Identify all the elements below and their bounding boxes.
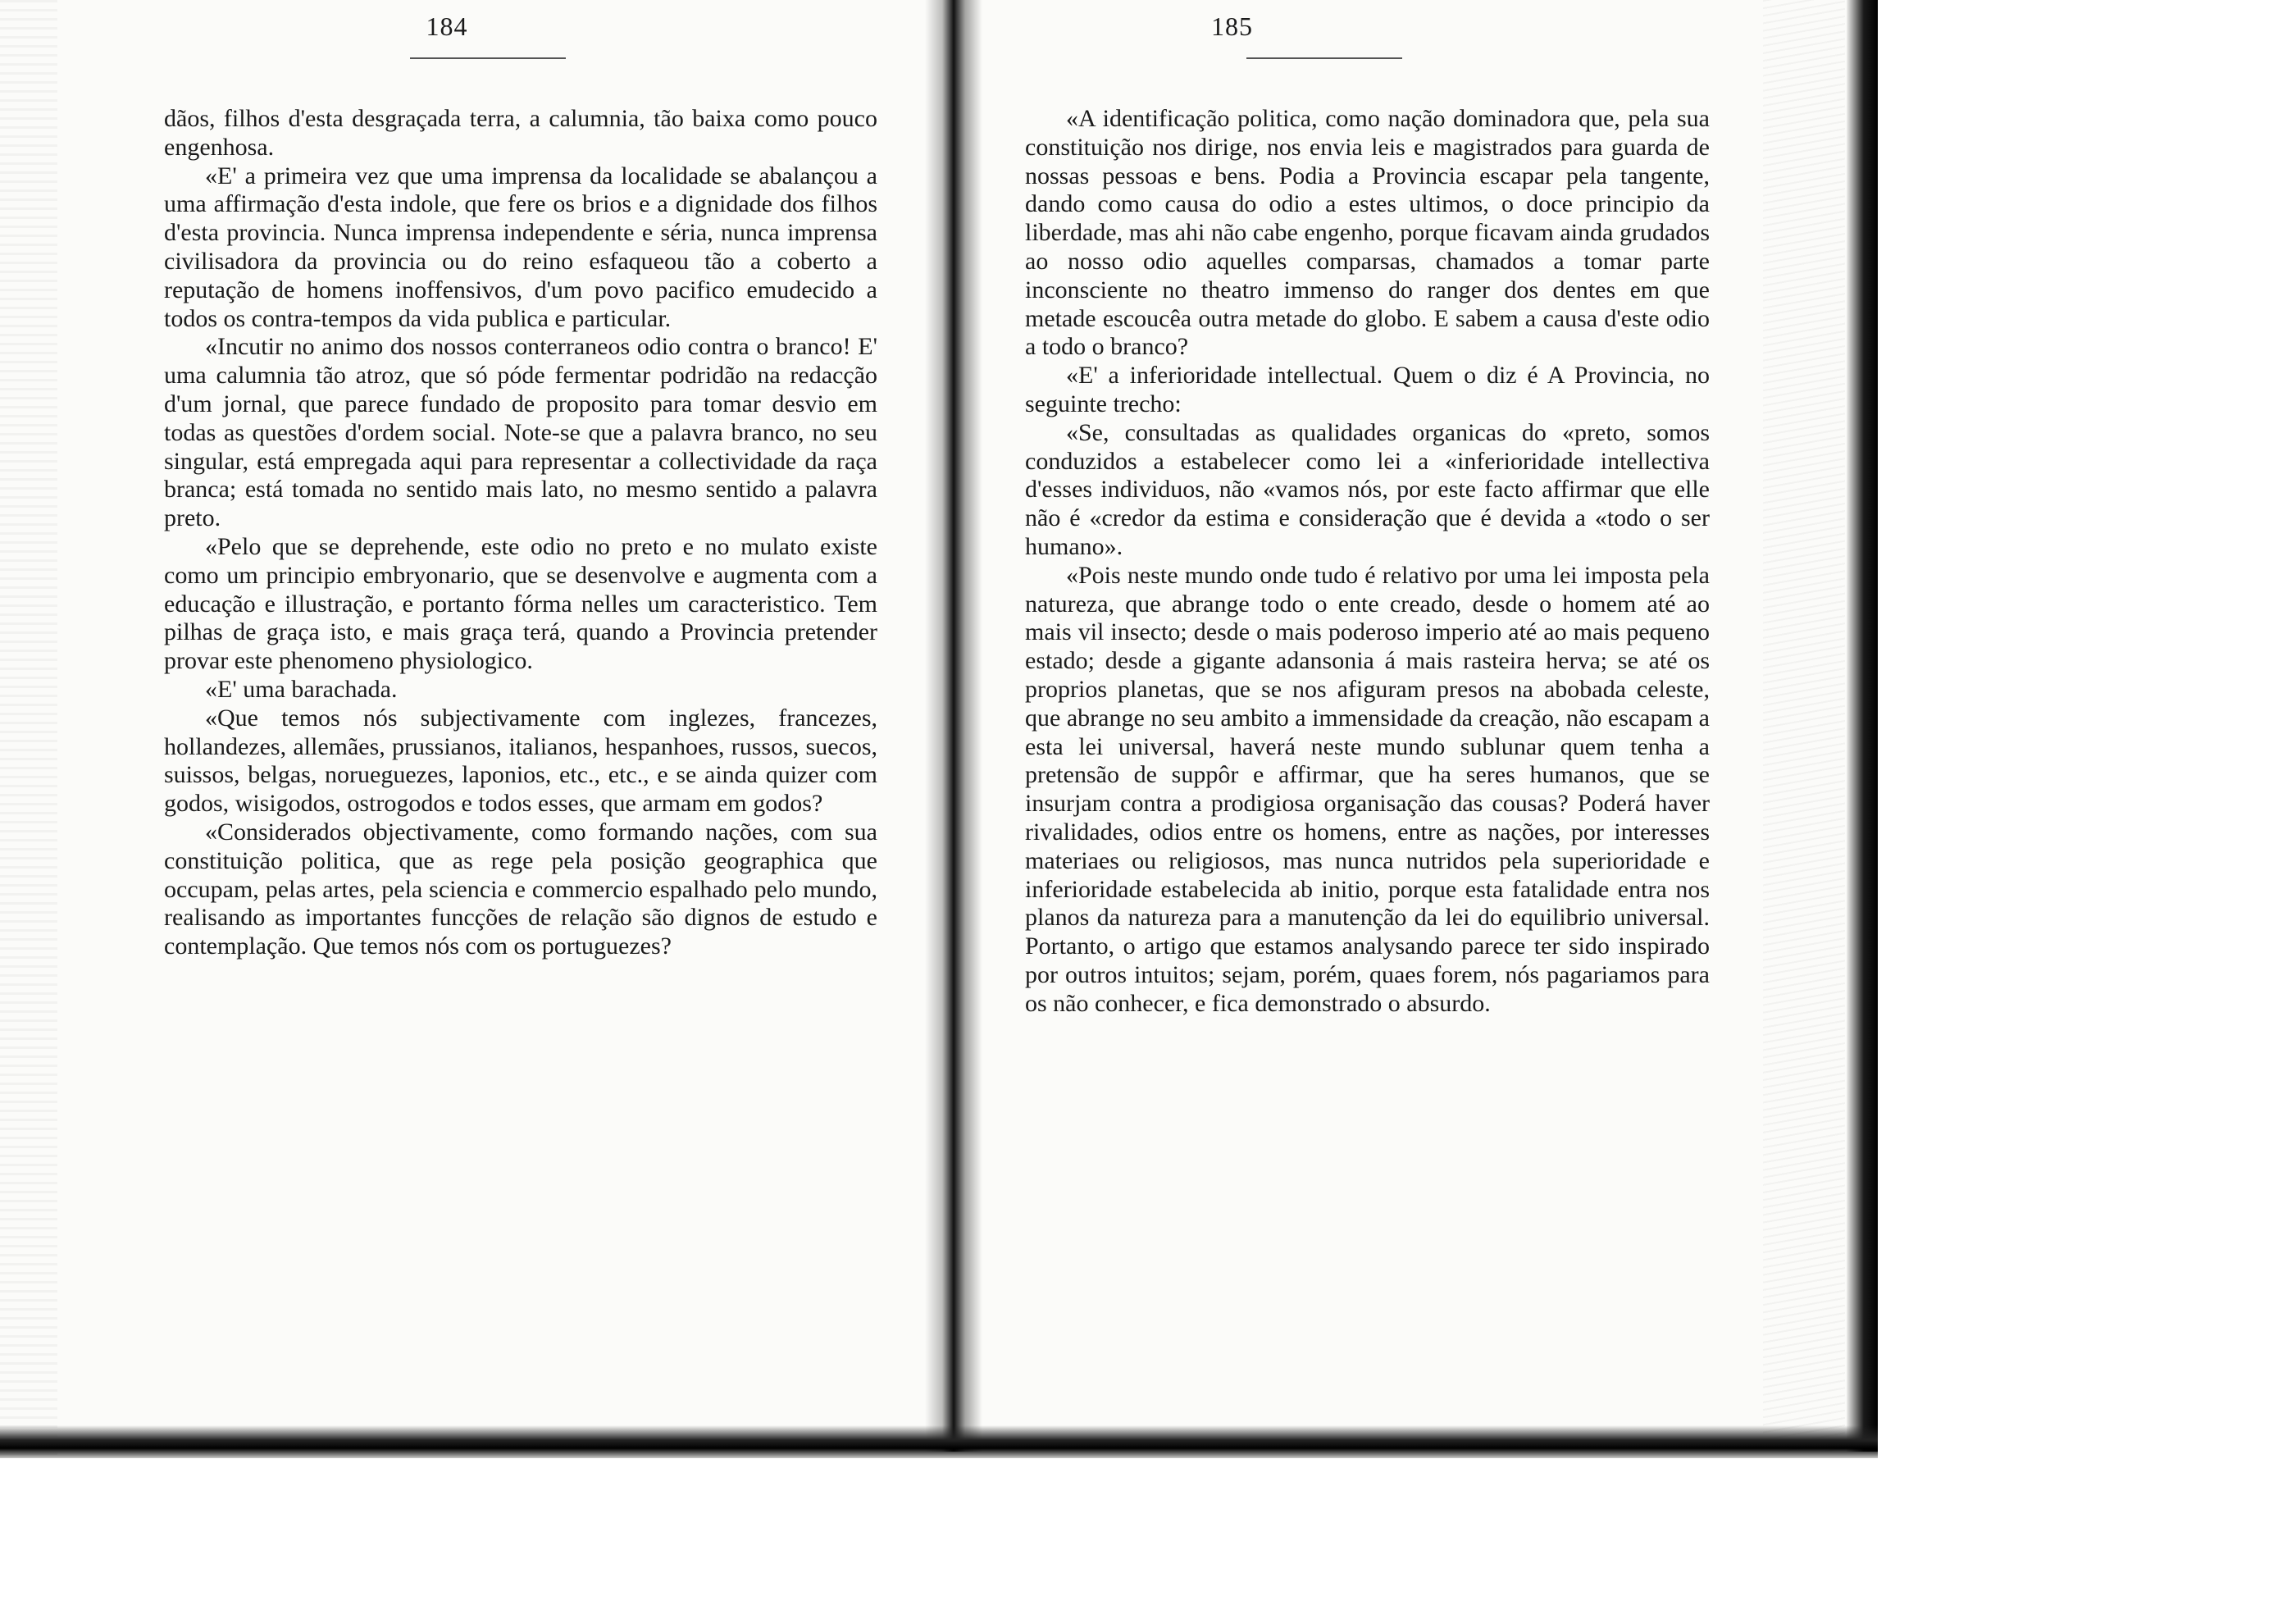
paragraph: «E' uma barachada. [205, 675, 398, 703]
paragraph: «Que temos nós subjectivamente com inglezes, francezes, hollandezes, allemães, prussianos, italianos, hespanhoes, russos, suecos, suissos, belgas, norueguezes, laponios, etc., etc., e se ainda quizer com godos, wisigodos, ostrogodos e todos esses, que armam em godos? [164, 704, 877, 818]
paragraph: «Pelo que se deprehende, este odio no preto e no mulato existe como um principio embryonario, que se desenvolve e augmenta com a educação e illustração, e portanto fórma nelles um caracteristico. Tem pilhas de graça isto, e mais graça terá, quando a Provincia pretender provar este phenomeno physiologico. [164, 532, 877, 675]
right-margin-speckle [1763, 0, 1845, 1452]
paragraph: «E' a inferioridade intellectual. Quem o diz é A Provincia, no seguinte trecho: [1025, 362, 1710, 417]
paragraph: «Considerados objectivamente, como formando nações, com sua constituição politica, que as rege pela posição geographica que occupam, pelas artes, pela sciencia e commercio espalhado pelo mundo, realisando as importantes funcções de relação são dignos de estudo e contemplação. Que temos nós com os portuguezes? [164, 818, 877, 960]
paragraph: «Incutir no animo dos nossos conterraneos odio contra o branco! E' uma calumnia tão atroz, que só póde fermentar podridão na redacção d'um jornal, que parece fundado de proposito para tomar desvio em todas as questões d'ordem social. Note-se que a palavra branco, no seu singular, está empregada aqui para representar a collectividade da raça branca; está tomada no sentido mais lato, no mesmo sentido a palavra preto. [164, 333, 877, 532]
paragraph: «Se, consultadas as qualidades organicas do «preto, somos conduzidos a estabelecer como lei a «inferioridade intellectiva d'esses individuos, não «vamos nós, por este facto affirmar que elle não é «credor da estima e consideração que é devida a «todo o ser humano». [1025, 418, 1710, 560]
paragraph: «A identificação politica, como nação dominadora que, pela sua constituição nos dirige, nos envia leis e magistrados para guarda de nossas pessoas e bens. Podia a Provincia escapar pela tangente, dando como causa do odio a estes ultimos, o doce principio da liberdade, mas ahi não cabe engenho, porque ficavam ainda grudados ao nosso odio aquelles comparsas, chamados a tomar parte inconsciente no theatro immenso do ranger dos dentes em que metade escoucêa outra metade do globo. E sabem a causa d'este odio a todo o branco? [1025, 105, 1710, 361]
paragraph: «E' a primeira vez que uma imprensa da localidade se abalançou a uma affirmação d'esta indole, que fere os brios e a dignidade dos filhos d'esta provincia. Nunca imprensa independente e séria, nunca imprensa civilisadora da provincia ou do reino esfaqueou tão a coberto a reputação de homens inoffensivos, d'um povo pacifico emudecido a todos os contra-tempos da vida publica e particular. [164, 162, 877, 332]
bottom-edge-shadow [0, 1425, 1878, 1458]
header-rule [1246, 57, 1402, 59]
paragraph: dãos, filhos d'esta desgraçada terra, a calumnia, tão baixa como pouco engenhosa. [164, 105, 877, 161]
paragraph: «Pois neste mundo onde tudo é relativo por uma lei imposta pela natureza, que abrange todo o ente creado, desde o homem até ao mais vil insecto; desde o mais poderoso imperio até ao mais pequeno estado; desde a gigante adansonia á mais rasteira herva; se até os proprios planetas, que se nos afiguram presos na abobada celeste, que abrange no seu ambito a immensidade da creação, não escapam a esta lei universal, haverá neste mundo sublunar quem tenha a pretensão de suppôr e affirmar, que ha seres humanos, que se insurjam contra a prodigiosa organisação das cousas? Poderá haver rivalidades, odios entre os homens, entre as nações, por interesses materiaes ou religiosos, mas nunca nutridos pela superioridade e inferioridade estabelecida ab initio, porque esta fatalidade entra nos planos da natureza para a manutenção da lei do equilibrio universal. Portanto, o artigo que estamos analysando parece ter sido inspirado por outros intuitos; sejam, porém, quaes forem, nós pagariamos para os não conhecer, e fica demonstrado o absurdo. [1025, 561, 1710, 1017]
left-margin-speckle [0, 0, 57, 1458]
page-number: 184 [426, 11, 468, 41]
page-body [164, 105, 877, 961]
page-edge-shadow [1847, 0, 1878, 1452]
book-gutter [925, 0, 982, 1452]
page-body [1025, 105, 1710, 1019]
page-number: 185 [1211, 11, 1253, 41]
header-rule [410, 57, 566, 59]
